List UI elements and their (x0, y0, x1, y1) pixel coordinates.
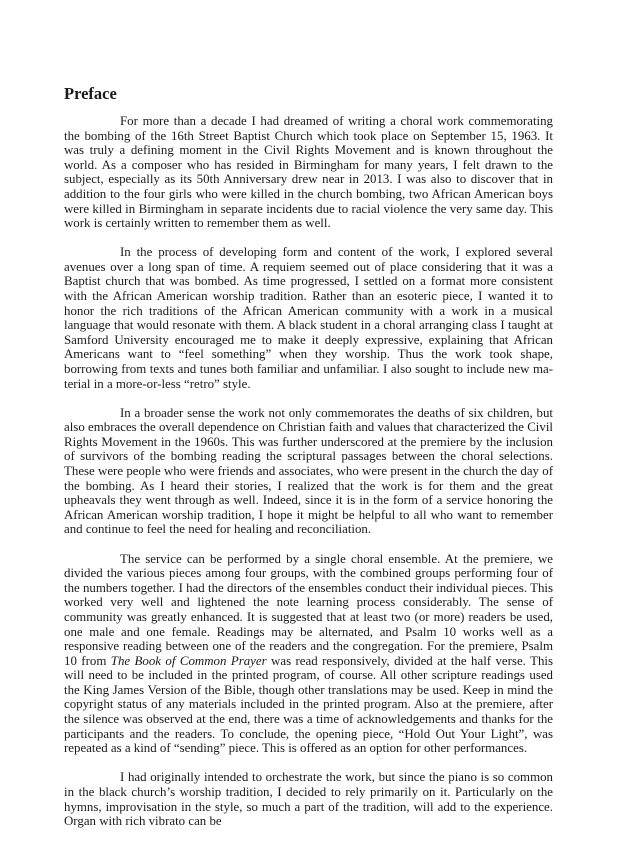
paragraph-5: I had originally intended to orchestrate the work, but since the piano is so common in the black church’s worship tradition, I decided to rely primarily on it. Particularly on the hymns, improvisation in the style, so much a part of the tradition, will add to the experience. Organ with rich vibrato can be (64, 770, 553, 829)
paragraph-3: In a broader sense the work not only commemorates the deaths of six children, but also embraces the overall dependence on Christian faith and values that characterized the Civil Rights Movement in the 1960s. This was further underscored at the premiere by the inclusion of survivors of the bombing reading the scriptural passages between the choral selections. These were people who were friends and associates, who were present in the church the day of the bombing. As I heard their stories, I realized that the work is for them and the great upheavals they went through as well. Indeed, since it is in the form of a service honoring the African American worship tradition, I hope it might be helpful to all who want to remember and continue to feel the need for healing and reconciliation. (64, 405, 553, 537)
section-heading: Preface (64, 84, 117, 103)
paragraph-4-text-after: was read responsively, divided at the half verse. This will need to be included in the printed program, of course. All other scripture readings used the King James Version of the Bible, though other translations may be used. Keep in mind the copyright status of any materials included in the printed program. Also at the premiere, after the silence was observed at the end, there was a time of acknowledgements and thanks for the participants and the readers. To conclude, the opening piece, “Hold Out Your Light”, was repeated as a kind of “sending” piece. This is offered as an option for other performances. (64, 653, 553, 756)
book-title-italic: The Book of Common Prayer (110, 653, 267, 668)
paragraph-2: In the process of developing form and content of the work, I explored several avenues over a long span of time. A requiem seemed out of place considering that it was a Baptist church that was bombed. As time progressed, I settled on a format more consistent with the African American worship tradition. Rather than an esoteric piece, I wanted it to honor the rich traditions of the African American community with a work in a musical language that would resonate with them. A black student in a choral arranging class I taught at Samford University encouraged me to make it deeply expressive, explaining that African Americans want to “feel something” when they worship. Thus the work took shape, borrowing from texts and tunes both familiar and unfamiliar. I also sought to include new material in a more-or-less “retro” style. (64, 245, 553, 391)
paragraph-1: For more than a decade I had dreamed of writing a choral work commemorating the bombing of the 16th Street Baptist Church which took place on September 15, 1963. It was truly a defining moment in the Civil Rights Movement and is known throughout the world. As a composer who has resided in Birmingham for many years, I felt drawn to the subject, especially as its 50th Anniversary drew near in 2013. I was also to discover that in addition to the four girls who were killed in the church bombing, two African American boys were killed in Birmingham in separate incidents due to racial violence the very same day. This work is certainly written to remember them as well. (64, 114, 553, 231)
document-page (64, 84, 553, 843)
paragraph-4-text-before: The service can be performed by a single choral ensemble. At the premiere, we divided the various pieces among four groups, with the combined groups performing four of the numbers together. I had the directors of the ensembles conduct their individual pieces. This worked very well and lightened the note learning process considerably. The sense of community was greatly enhanced. It is suggested that at least two (or more) readers be used, one male and one female. Readings may be alternated, and Psalm 10 works well as a responsive reading between one of the readers and the congregation. For the premiere, Psalm 10 from (64, 551, 553, 668)
paragraph-4 (64, 552, 553, 756)
